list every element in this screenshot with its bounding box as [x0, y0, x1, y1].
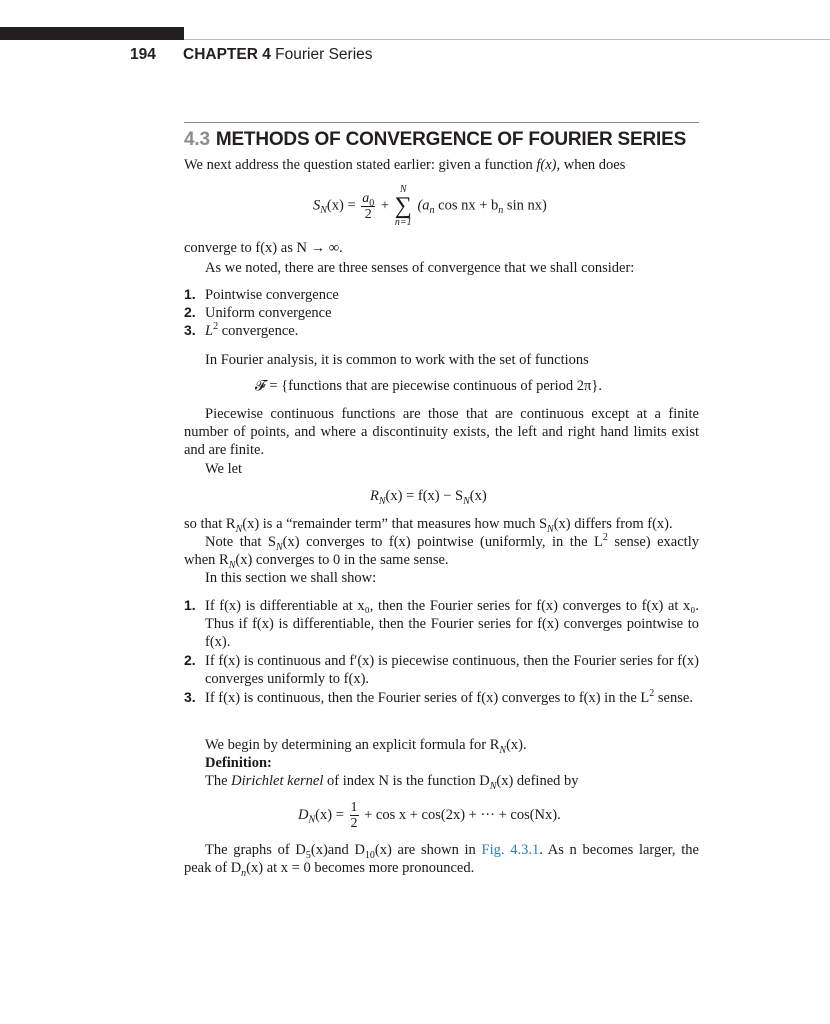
definition-text: The Dirichlet kernel of index N is the function $D_N(x)$ defined by — [205, 773, 579, 792]
we-let-text: We let — [205, 461, 243, 477]
show-intro: In this section we shall show: — [205, 570, 377, 586]
list-item: $L^2$ convergence. — [205, 321, 299, 339]
remainder-paragraph: so that $R_N(x)$ is a “remainder term” that measures how much $S_N(x)$ differs from f(x). — [184, 516, 673, 535]
equation-set-definition: 𝓕 = {functions that are piecewise continuous of period 2π}. — [255, 378, 602, 394]
header-rule — [184, 39, 830, 40]
note-paragraph: Note that $S_N(x)$ converges to f(x) pointwise (uniformly, in the $L^2$ sense) exactly when $R_N(x)$ converges to 0 in the same sense. — [184, 532, 699, 571]
list-item-number: 2. — [184, 652, 196, 668]
begin-paragraph: We begin by determining an explicit formula for $R_N(x)$. — [205, 737, 527, 756]
header-bar — [0, 27, 184, 40]
list-item-number: 1. — [184, 286, 196, 302]
equation-remainder: $R_N(x) = f(x) - S_N(x)$ — [370, 488, 487, 507]
section-heading — [184, 129, 686, 151]
section-title: METHODS OF CONVERGENCE OF FOURIER SERIES — [215, 129, 687, 150]
list-item-number: 3. — [184, 689, 196, 705]
page-number: 194 — [130, 46, 156, 63]
chapter-label: CHAPTER 4 — [183, 46, 271, 63]
graphs-paragraph: The graphs of $D_5(x)and$ $D_{10}(x)$ are shown in Fig. 4.3.1. As n becomes larger, the peak of $D_n(x)$ at x = 0 becomes more pronounced. — [184, 842, 699, 879]
senses-intro: As we noted, there are three senses of convergence that we shall consider: — [205, 260, 635, 276]
list-item-number: 3. — [184, 322, 196, 338]
list-item: If f(x) is differentiable at x₀, then the Fourier series for f(x) converges to f(x) at x₀. Thus if f(x) is differentiable, then the Fourier series for f(x) converges pointwise to f(x). — [205, 598, 699, 650]
fraction-a0-over-2: $\frac{a_0}{2}$ — [362, 190, 375, 222]
list-item: Pointwise convergence — [205, 287, 339, 303]
piecewise-paragraph: Piecewise continuous functions are those that are continuous except at a finite number of points, and where a discontinuity exists, the left and right hand limits exist and are finite. — [184, 406, 699, 458]
fourier-common-text: In Fourier analysis, it is common to work with the set of functions — [205, 352, 589, 368]
section-rule — [184, 122, 699, 123]
running-head — [130, 46, 373, 64]
list-item: Uniform convergence — [205, 305, 332, 321]
equation-partial-sum: $S_N(x)$ = $\frac{a_0}{2}$ + N ∑ n=1 ($a_n$ cos nx + $b_n$ sin nx) — [313, 184, 547, 228]
converge-line: converge to f(x) as N → ∞. — [184, 240, 343, 256]
definition-label: Definition: — [205, 755, 272, 771]
fraction-one-half: $\frac{1}{2}$ — [350, 800, 358, 831]
section-number: 4.3 — [184, 129, 210, 150]
list-item: If f(x) is continuous, then the Fourier series of f(x) converges to f(x) in the $L^2$ sense. — [205, 688, 693, 706]
intro-paragraph: We next address the question stated earlier: given a function f(x), when does — [184, 157, 626, 173]
chapter-title: Fourier Series — [275, 46, 373, 63]
list-item-number: 2. — [184, 304, 196, 320]
list-item-number: 1. — [184, 597, 196, 613]
list-item: If f(x) is continuous and f′(x) is piecewise continuous, then the Fourier series for f(x) converges uniformly to f(x). — [205, 653, 699, 687]
figure-link[interactable]: Fig. 4.3.1 — [481, 842, 540, 858]
summation-sigma: N ∑ n=1 — [394, 184, 412, 228]
equation-dirichlet-kernel: $D_N(x)$ = $\frac{1}{2}$ + cos x + cos(2x) + ··· + cos(Nx). — [298, 800, 561, 831]
